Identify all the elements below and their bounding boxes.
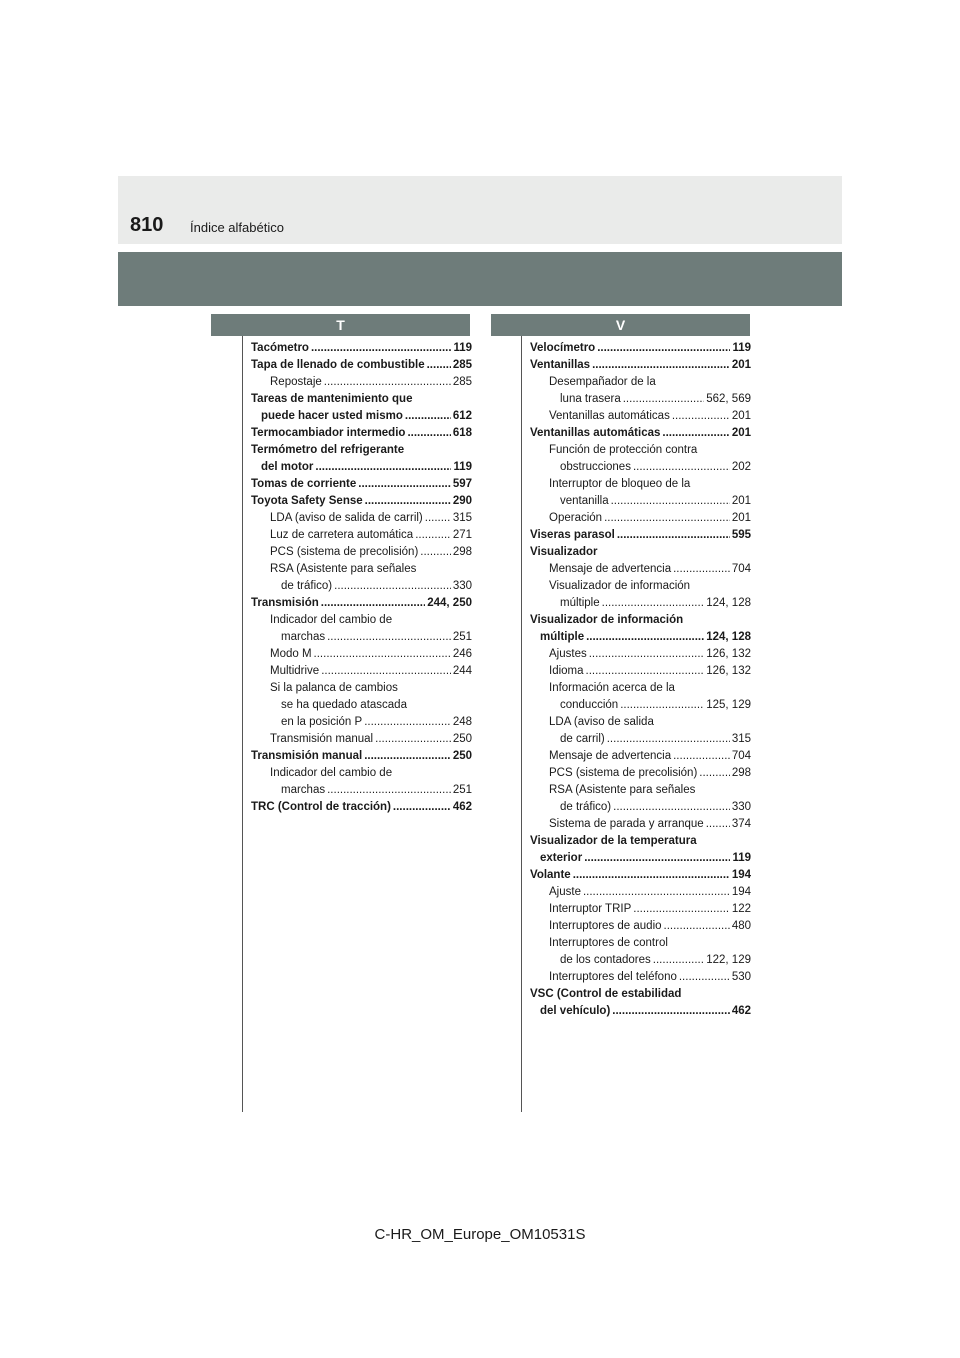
index-entry-label: se ha quedado atascada xyxy=(281,699,407,711)
index-entry-page: 246 xyxy=(452,648,472,660)
index-entry-page: 194 xyxy=(731,869,751,881)
dot-leader xyxy=(607,731,730,748)
index-entry-label: Transmisión xyxy=(251,597,319,609)
index-entry-page: 285 xyxy=(452,376,472,388)
index-entry-page: 597 xyxy=(452,478,472,490)
dot-leader xyxy=(612,1003,730,1020)
index-entry-label: Toyota Safety Sense xyxy=(251,495,363,507)
index-entry-label: Ventanillas automáticas xyxy=(530,427,661,439)
index-entry-label: Interruptor TRIP xyxy=(549,903,632,915)
index-entry-label: Viseras parasol xyxy=(530,529,615,541)
index-entry-page: 251 xyxy=(452,631,472,643)
index-entry-page: 124, 128 xyxy=(706,597,751,609)
dot-leader xyxy=(586,663,705,680)
index-entry-label: PCS (sistema de precolisión) xyxy=(270,546,419,558)
index-entry xyxy=(251,459,472,476)
index-entry-label: Volante xyxy=(530,869,571,881)
index-entry-label: múltiple xyxy=(540,631,585,643)
dot-leader xyxy=(358,476,451,493)
index-entry-page: 618 xyxy=(452,427,472,439)
dot-leader xyxy=(364,748,451,765)
index-entry-page: 290 xyxy=(452,495,472,507)
index-entry-page: 530 xyxy=(731,971,751,983)
index-entry-page: 201 xyxy=(731,359,751,371)
index-entry xyxy=(251,442,472,459)
index-entry-label: Ajuste xyxy=(549,886,581,898)
index-entry-label: Ajustes xyxy=(549,648,587,660)
dot-leader xyxy=(315,459,451,476)
index-entry-label: Indicador del cambio de xyxy=(270,767,393,779)
index-entry xyxy=(530,697,751,714)
index-entry xyxy=(251,782,472,799)
dot-leader xyxy=(620,697,704,714)
dot-leader xyxy=(586,629,704,646)
index-entry-label: en la posición P xyxy=(281,716,363,728)
index-entry-page: 201 xyxy=(731,495,751,507)
index-entry-page: 250 xyxy=(452,733,472,745)
dot-leader xyxy=(415,527,451,544)
index-entry xyxy=(251,731,472,748)
dot-leader xyxy=(427,357,451,374)
index-entry xyxy=(530,527,751,544)
column-rule-right xyxy=(521,336,522,1112)
index-entry xyxy=(530,595,751,612)
index-entry-label: Si la palanca de cambios xyxy=(270,682,398,694)
index-entry xyxy=(251,629,472,646)
dot-leader xyxy=(393,799,451,816)
index-entry-label: Desempañador de la xyxy=(549,376,656,388)
index-entry-page: 244, 250 xyxy=(427,597,472,609)
index-entry-page: 248 xyxy=(452,716,472,728)
dot-leader xyxy=(407,425,450,442)
index-entry xyxy=(251,612,472,629)
index-entry-page: 330 xyxy=(452,580,472,592)
index-entry xyxy=(530,612,751,629)
index-entry-label: Transmisión manual xyxy=(251,750,363,762)
index-entry xyxy=(530,425,751,442)
index-entry-page: 250 xyxy=(452,750,472,762)
index-entry-label: exterior xyxy=(540,852,583,864)
index-entry xyxy=(530,901,751,918)
dot-leader xyxy=(604,510,730,527)
letter-tab-v: V xyxy=(491,314,750,336)
index-entry xyxy=(251,527,472,544)
index-entry-page: 330 xyxy=(731,801,751,813)
index-entry xyxy=(251,476,472,493)
index-entry xyxy=(530,544,751,561)
dot-leader xyxy=(364,714,451,731)
dot-leader xyxy=(653,952,704,969)
index-entry xyxy=(530,918,751,935)
index-entry xyxy=(251,765,472,782)
index-entry xyxy=(530,663,751,680)
index-entry-label: Tareas de mantenimiento que xyxy=(251,393,413,405)
index-entry xyxy=(530,442,751,459)
index-entry-page: 126, 132 xyxy=(706,665,751,677)
index-entry xyxy=(530,952,751,969)
index-entry-label: Tacómetro xyxy=(251,342,309,354)
dot-leader xyxy=(592,357,730,374)
dot-leader xyxy=(662,425,729,442)
index-entry xyxy=(251,714,472,731)
index-entry-label: Luz de carretera automática xyxy=(270,529,414,541)
dot-leader xyxy=(589,646,705,663)
index-entry-page: 125, 129 xyxy=(706,699,751,711)
page-number: 810 xyxy=(130,214,164,236)
index-entry xyxy=(530,578,751,595)
index-entry xyxy=(251,493,472,510)
index-entry-label: Tomas de corriente xyxy=(251,478,357,490)
index-entry-label: Interruptor de bloqueo de la xyxy=(549,478,691,490)
index-entry-label: Interruptores del teléfono xyxy=(549,971,677,983)
index-entry xyxy=(530,833,751,850)
dot-leader xyxy=(321,595,425,612)
index-entry-page: 315 xyxy=(452,512,472,524)
index-entry xyxy=(251,595,472,612)
index-entry-page: 122, 129 xyxy=(706,954,751,966)
index-entry-label: de los contadores xyxy=(560,954,651,966)
index-entry xyxy=(251,561,472,578)
index-entry xyxy=(530,765,751,782)
index-entry xyxy=(251,697,472,714)
section-title: Índice alfabético xyxy=(190,220,284,235)
index-entry xyxy=(530,867,751,884)
index-entry xyxy=(251,578,472,595)
index-entry xyxy=(530,884,751,901)
index-column-v xyxy=(530,340,751,1020)
dot-leader xyxy=(311,340,451,357)
index-entry-label: PCS (sistema de precolisión) xyxy=(549,767,698,779)
index-entry xyxy=(530,510,751,527)
index-entry-page: 271 xyxy=(452,529,472,541)
dot-leader xyxy=(425,510,451,527)
dot-leader xyxy=(706,816,730,833)
index-entry-page: 462 xyxy=(731,1005,751,1017)
index-entry xyxy=(530,782,751,799)
index-entry xyxy=(530,816,751,833)
index-entry-page: 251 xyxy=(452,784,472,796)
index-entry-label: de tráfico) xyxy=(560,801,612,813)
index-entry-label: Visualizador de la temperatura xyxy=(530,835,697,847)
dot-leader xyxy=(613,799,730,816)
index-entry-page: 119 xyxy=(732,852,751,864)
index-entry xyxy=(530,391,751,408)
index-entry-label: Interruptores de control xyxy=(549,937,668,949)
index-entry-page: 244 xyxy=(452,665,472,677)
index-entry xyxy=(251,799,472,816)
index-column-t xyxy=(251,340,472,816)
index-entry-page: 562, 569 xyxy=(706,393,751,405)
index-entry xyxy=(251,663,472,680)
index-entry-label: marchas xyxy=(281,631,326,643)
index-entry-page: 374 xyxy=(731,818,751,830)
index-entry-label: Ventanillas automáticas xyxy=(549,410,670,422)
index-entry xyxy=(530,629,751,646)
index-entry-label: TRC (Control de tracción) xyxy=(251,801,391,813)
index-entry-label: Velocímetro xyxy=(530,342,596,354)
index-entry-label: de tráfico) xyxy=(281,580,333,592)
dot-leader xyxy=(334,578,451,595)
dot-leader xyxy=(420,544,451,561)
index-entry-page: 704 xyxy=(731,563,751,575)
index-entry-label: RSA (Asistente para señales xyxy=(549,784,696,796)
index-entry xyxy=(251,425,472,442)
index-entry-page: 119 xyxy=(453,461,472,473)
index-entry-label: puede hacer usted mismo xyxy=(261,410,403,422)
index-entry xyxy=(251,374,472,391)
index-entry-label: Visualizador de información xyxy=(530,614,684,626)
dot-leader xyxy=(375,731,451,748)
dot-leader xyxy=(365,493,451,510)
index-entry xyxy=(251,408,472,425)
index-entry xyxy=(530,850,751,867)
dot-leader xyxy=(314,646,451,663)
index-entry-page: 480 xyxy=(731,920,751,932)
index-entry xyxy=(530,680,751,697)
index-entry xyxy=(530,748,751,765)
dot-leader xyxy=(327,782,451,799)
index-entry-label: de carril) xyxy=(560,733,605,745)
index-entry xyxy=(530,646,751,663)
index-entry xyxy=(530,493,751,510)
index-entry-page: 201 xyxy=(731,427,751,439)
index-entry-label: Repostaje xyxy=(270,376,322,388)
index-entry-label: Transmisión manual xyxy=(270,733,374,745)
dot-leader xyxy=(583,884,730,901)
dot-leader xyxy=(611,493,730,510)
index-entry xyxy=(251,510,472,527)
index-entry xyxy=(530,357,751,374)
index-entry-label: Modo M xyxy=(270,648,312,660)
index-entry-label: Interruptores de audio xyxy=(549,920,662,932)
index-entry xyxy=(530,969,751,986)
dot-leader xyxy=(633,459,730,476)
dot-leader xyxy=(673,748,730,765)
column-rule-left xyxy=(242,336,243,1112)
index-entry xyxy=(530,935,751,952)
index-entry-label: conducción xyxy=(560,699,619,711)
index-entry xyxy=(530,459,751,476)
index-entry-label: obstrucciones xyxy=(560,461,631,473)
index-entry-label: Termómetro del refrigerante xyxy=(251,444,405,456)
index-entry-page: 298 xyxy=(452,546,472,558)
index-entry-page: 315 xyxy=(731,733,751,745)
index-entry-page: 119 xyxy=(453,342,472,354)
dot-leader xyxy=(664,918,730,935)
index-entry-label: LDA (aviso de salida de carril) xyxy=(270,512,423,524)
index-entry-label: luna trasera xyxy=(560,393,621,405)
index-entry xyxy=(251,340,472,357)
dot-leader xyxy=(324,374,451,391)
index-entry xyxy=(530,340,751,357)
index-entry-label: Operación xyxy=(549,512,603,524)
index-entry-page: 462 xyxy=(452,801,472,813)
index-entry-page: 298 xyxy=(731,767,751,779)
index-entry xyxy=(530,1003,751,1020)
index-entry-label: del vehículo) xyxy=(540,1005,611,1017)
header-dark-band xyxy=(118,252,842,306)
index-entry-label: marchas xyxy=(281,784,326,796)
index-entry-label: VSC (Control de estabilidad xyxy=(530,988,682,1000)
dot-leader xyxy=(405,408,451,425)
index-entry-label: Mensaje de advertencia xyxy=(549,750,672,762)
index-entry xyxy=(530,986,751,1003)
index-entry-label: Visualizador xyxy=(530,546,598,558)
dot-leader xyxy=(602,595,705,612)
letter-tab-t: T xyxy=(211,314,470,336)
index-entry-page: 704 xyxy=(731,750,751,762)
index-entry-label: del motor xyxy=(261,461,314,473)
index-entry-page: 201 xyxy=(731,512,751,524)
index-entry xyxy=(251,646,472,663)
dot-leader xyxy=(321,663,451,680)
index-entry-page: 122 xyxy=(731,903,751,915)
index-entry-page: 201 xyxy=(731,410,751,422)
index-entry xyxy=(251,357,472,374)
dot-leader xyxy=(623,391,705,408)
index-entry-label: Visualizador de información xyxy=(549,580,691,592)
index-entry xyxy=(251,680,472,697)
index-entry xyxy=(530,476,751,493)
index-entry-label: Indicador del cambio de xyxy=(270,614,393,626)
dot-leader xyxy=(699,765,730,782)
index-entry-label: Termocambiador intermedio xyxy=(251,427,406,439)
index-entry xyxy=(530,714,751,731)
index-entry xyxy=(530,731,751,748)
index-entry-label: RSA (Asistente para señales xyxy=(270,563,417,575)
dot-leader xyxy=(679,969,730,986)
index-entry-label: Multidrive xyxy=(270,665,320,677)
dot-leader xyxy=(672,408,730,425)
index-entry xyxy=(251,544,472,561)
index-entry-label: LDA (aviso de salida xyxy=(549,716,654,728)
index-entry xyxy=(530,408,751,425)
index-entry-label: Tapa de llenado de combustible xyxy=(251,359,425,371)
index-entry xyxy=(530,799,751,816)
index-entry-label: múltiple xyxy=(560,597,600,609)
index-entry-label: Ventanillas xyxy=(530,359,591,371)
index-entry xyxy=(251,391,472,408)
dot-leader xyxy=(584,850,730,867)
index-entry xyxy=(251,748,472,765)
index-entry-page: 124, 128 xyxy=(706,631,751,643)
index-entry xyxy=(530,374,751,391)
index-entry-page: 202 xyxy=(731,461,751,473)
index-entry-label: Sistema de parada y arranque xyxy=(549,818,704,830)
dot-leader xyxy=(327,629,451,646)
dot-leader xyxy=(633,901,730,918)
index-entry-label: Función de protección contra xyxy=(549,444,698,456)
index-entry-label: Información acerca de la xyxy=(549,682,675,694)
index-entry-label: Idioma xyxy=(549,665,584,677)
index-entry-label: ventanilla xyxy=(560,495,609,507)
dot-leader xyxy=(597,340,730,357)
dot-leader xyxy=(573,867,730,884)
index-entry-label: Mensaje de advertencia xyxy=(549,563,672,575)
index-entry-page: 285 xyxy=(452,359,472,371)
dot-leader xyxy=(617,527,730,544)
index-entry-page: 119 xyxy=(732,342,751,354)
index-entry-page: 126, 132 xyxy=(706,648,751,660)
index-entry-page: 612 xyxy=(452,410,472,422)
index-entry xyxy=(530,561,751,578)
dot-leader xyxy=(673,561,730,578)
index-entry-page: 194 xyxy=(731,886,751,898)
document-code: C-HR_OM_Europe_OM10531S xyxy=(374,1226,586,1243)
index-entry-page: 595 xyxy=(731,529,751,541)
